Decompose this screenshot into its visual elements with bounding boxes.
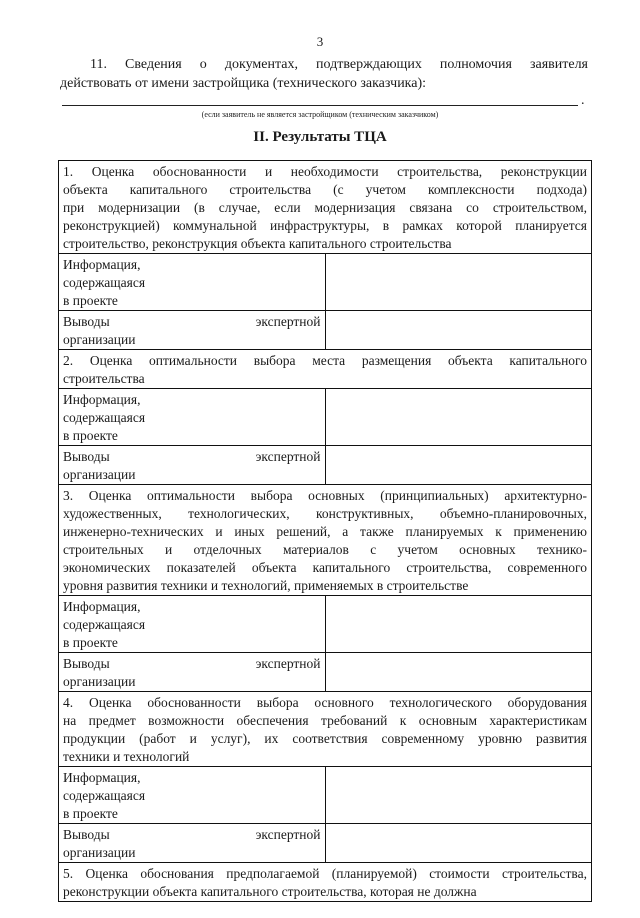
item-11-line-2: действовать от имени застройщика (технического заказчика):: [60, 76, 427, 91]
cell-line: содержащаяся: [63, 410, 146, 425]
cell-line: организации: [63, 467, 136, 482]
section-title: II. Результаты ТЦА: [253, 129, 387, 145]
cell-line: Выводы экспертной: [63, 314, 321, 329]
cell-line: 1. Оценка обоснованности и необходимости строительства, реконструкции: [63, 164, 587, 179]
conclusion-row: [59, 311, 592, 350]
info-value-cell[interactable]: [325, 254, 592, 311]
section-header-row: [59, 485, 592, 596]
conclusion-value-cell[interactable]: [325, 446, 592, 485]
info-label: [59, 389, 326, 446]
cell-line: 3. Оценка оптимальности выбора основных (принципиальных) архитектурно-: [63, 488, 587, 503]
info-value-cell[interactable]: [325, 767, 592, 824]
info-label: [59, 767, 326, 824]
cell-line: содержащаяся: [63, 275, 146, 290]
results-table-body: [59, 161, 592, 902]
cell-line: инженерно-технических и иных решений, а также планируемых к применению: [63, 524, 587, 539]
cell-line: содержащаяся: [63, 617, 146, 632]
info-row: [59, 767, 592, 824]
cell-line: реконструкции объекта капитального строительства, которая не должна: [63, 884, 477, 899]
section-heading: [59, 161, 592, 254]
cell-line: строительных и отделочных материалов с учетом основных технико-: [63, 542, 587, 557]
cell-line: на предмет возможности обеспечения требований к основным характеристикам: [63, 713, 587, 728]
conclusion-value-cell[interactable]: [325, 653, 592, 692]
cell-line: Информация,: [63, 770, 141, 785]
conclusion-row: [59, 824, 592, 863]
cell-line: художественных, технологических, конструктивных, объемно-планировочных,: [63, 506, 587, 521]
section-header-row: [59, 350, 592, 389]
cell-line: техники и технологий: [63, 749, 190, 764]
section-heading: [59, 692, 592, 767]
conclusion-label: [59, 311, 326, 350]
cell-line: продукции (работ и услуг), их соответствия современному уровню развития: [63, 731, 587, 746]
cell-line: в проекте: [63, 428, 118, 443]
cell-line: при модернизации (в случае, если модернизация связана со строительством,: [63, 200, 587, 215]
section-heading: [59, 485, 592, 596]
cell-line: строительство, реконструкция объекта капитального строительства: [63, 236, 452, 251]
section-header-row: [59, 161, 592, 254]
conclusion-label: [59, 653, 326, 692]
section-header-row: [59, 692, 592, 767]
cell-line: Информация,: [63, 599, 141, 614]
info-value-cell[interactable]: [325, 389, 592, 446]
cell-line: Информация,: [63, 392, 141, 407]
item-11-line-1: 11. Сведения о документах, подтверждающих полномочия заявителя: [90, 57, 588, 72]
cell-line: строительства: [63, 371, 145, 386]
cell-line: в проекте: [63, 293, 118, 308]
cell-line: организации: [63, 674, 136, 689]
cell-line: Выводы экспертной: [63, 656, 321, 671]
section-header-row: [59, 863, 592, 902]
conclusion-label: [59, 446, 326, 485]
cell-line: Выводы экспертной: [63, 827, 321, 842]
cell-line: 5. Оценка обоснования предполагаемой (планируемой) стоимости строительства,: [63, 866, 587, 881]
conclusion-value-cell[interactable]: [325, 311, 592, 350]
section-heading: [59, 350, 592, 389]
page-number: 3: [316, 34, 324, 49]
info-label: [59, 596, 326, 653]
cell-line: в проекте: [63, 635, 118, 650]
conclusion-value-cell[interactable]: [325, 824, 592, 863]
results-table: [58, 160, 592, 902]
cell-line: 2. Оценка оптимальности выбора места размещения объекта капитального: [63, 353, 587, 368]
cell-line: уровня развития техники и технологий, применяемых в строительстве: [63, 578, 469, 593]
fill-in-line: [62, 105, 578, 106]
cell-line: объекта капитального строительства (с учетом комплексности подхода): [63, 182, 587, 197]
cell-line: 4. Оценка обоснованности выбора основного технологического оборудования: [63, 695, 587, 710]
info-row: [59, 254, 592, 311]
info-value-cell[interactable]: [325, 596, 592, 653]
cell-line: организации: [63, 332, 136, 347]
info-row: [59, 389, 592, 446]
cell-line: Выводы экспертной: [63, 449, 321, 464]
fill-in-dot: .: [581, 93, 585, 108]
section-heading: [59, 863, 592, 902]
conclusion-row: [59, 653, 592, 692]
fill-in-note: (если заявитель не является застройщиком (техническим заказчиком): [201, 110, 439, 119]
cell-line: реконструкцией) коммунальной инфраструктуры, в рамках которой планируется: [63, 218, 587, 233]
cell-line: организации: [63, 845, 136, 860]
conclusion-label: [59, 824, 326, 863]
info-label: [59, 254, 326, 311]
cell-line: экономических показателей объекта капитального строительства, современного: [63, 560, 587, 575]
info-row: [59, 596, 592, 653]
conclusion-row: [59, 446, 592, 485]
cell-line: содержащаяся: [63, 788, 146, 803]
cell-line: в проекте: [63, 806, 118, 821]
cell-line: Информация,: [63, 257, 141, 272]
item-11-text: [60, 55, 588, 93]
